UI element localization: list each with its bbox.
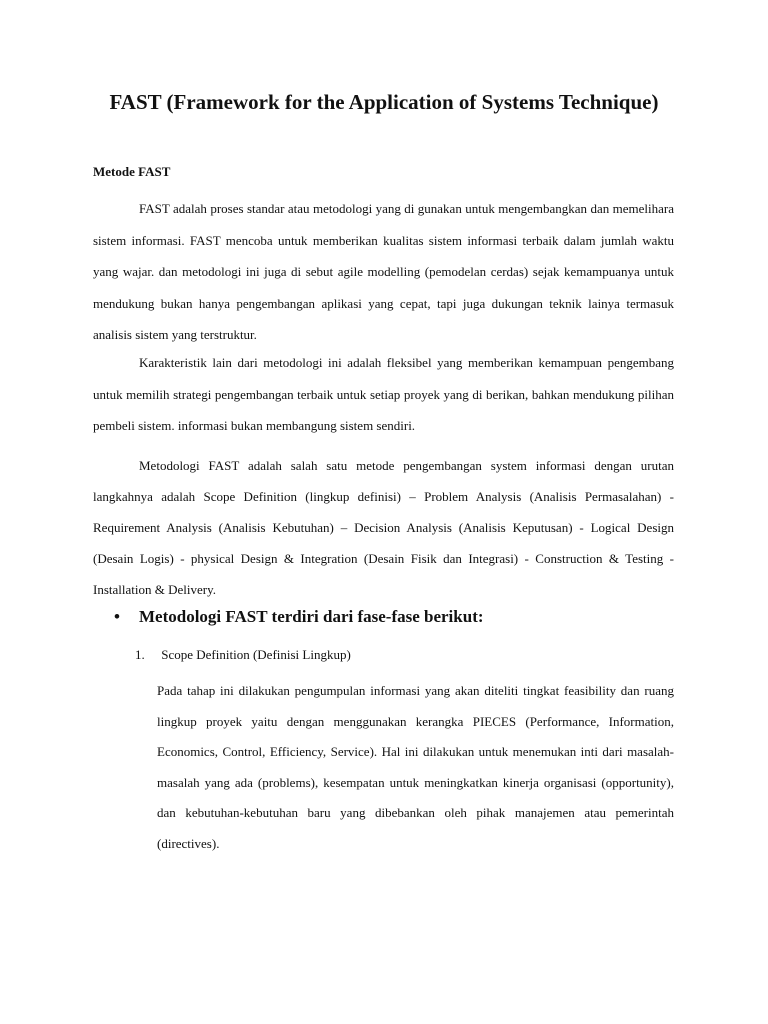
list-item-label: Scope Definition (Definisi Lingkup) xyxy=(161,647,351,662)
bullet-icon: • xyxy=(114,607,120,626)
paragraph-methodology-steps: Metodologi FAST adalah salah satu metode pengembangan system informasi dengan urutan langkahnya adalah Scope Definition (lingkup definisi) – Problem Analysis (Analisis Permasalahan) - Requirement Analysis (Analisis Kebutuhan) – Decision Analysis (Analisis Keputusan) - Logical Design (Desain Logis) - physical Design & Integration (Desain Fisik dan Integrasi) - Construction & Testing - Installation & Delivery. xyxy=(93,458,674,597)
list-item-number: 1. xyxy=(135,647,145,662)
page-title: FAST (Framework for the Application of Systems Technique) xyxy=(109,90,659,114)
paragraph-intro: FAST adalah proses standar atau metodologi yang di gunakan untuk mengembangkan dan memelihara sistem informasi. FAST mencoba untuk memberikan kualitas sistem informasi terbaik dalam jumlah waktu yang wajar. dan metodologi ini juga di sebut agile modelling (pemodelan cerdas) sejak kemampuanya untuk mendukung bukan hanya pengembangan aplikasi yang cepat, tapi juga dukungan teknik lainya termasuk analisis sistem yang terstruktur. xyxy=(93,201,674,342)
paragraph-characteristics: Karakteristik lain dari metodologi ini adalah fleksibel yang memberikan kemampuan pengembang untuk memilih strategi pengembangan terbaik untuk setiap proyek yang di berikan, bahkan mendukung pilihan pembeli sistem. informasi bukan membangung sistem sendiri. xyxy=(93,355,674,433)
list-item xyxy=(135,647,351,663)
list-item-body: Pada tahap ini dilakukan pengumpulan informasi yang akan diteliti tingkat feasibility dan ruang lingkup proyek yaitu dengan menggunakan kerangka PIECES (Performance, Information, Economics, Control, Efficiency, Service). Hal ini dilakukan untuk menemukan inti dari masalah-masalah yang ada (problems), kesempatan untuk meningkatkan kinerja organisasi (opportunity), dan kebutuhan-kebutuhan baru yang dibebankan oleh pihak manajemen atau pemerintah (directives). xyxy=(157,683,674,851)
section-heading: Metode FAST xyxy=(93,164,171,179)
bullet-heading-text: Metodologi FAST terdiri dari fase-fase berikut: xyxy=(139,607,484,626)
bullet-heading xyxy=(114,607,484,627)
